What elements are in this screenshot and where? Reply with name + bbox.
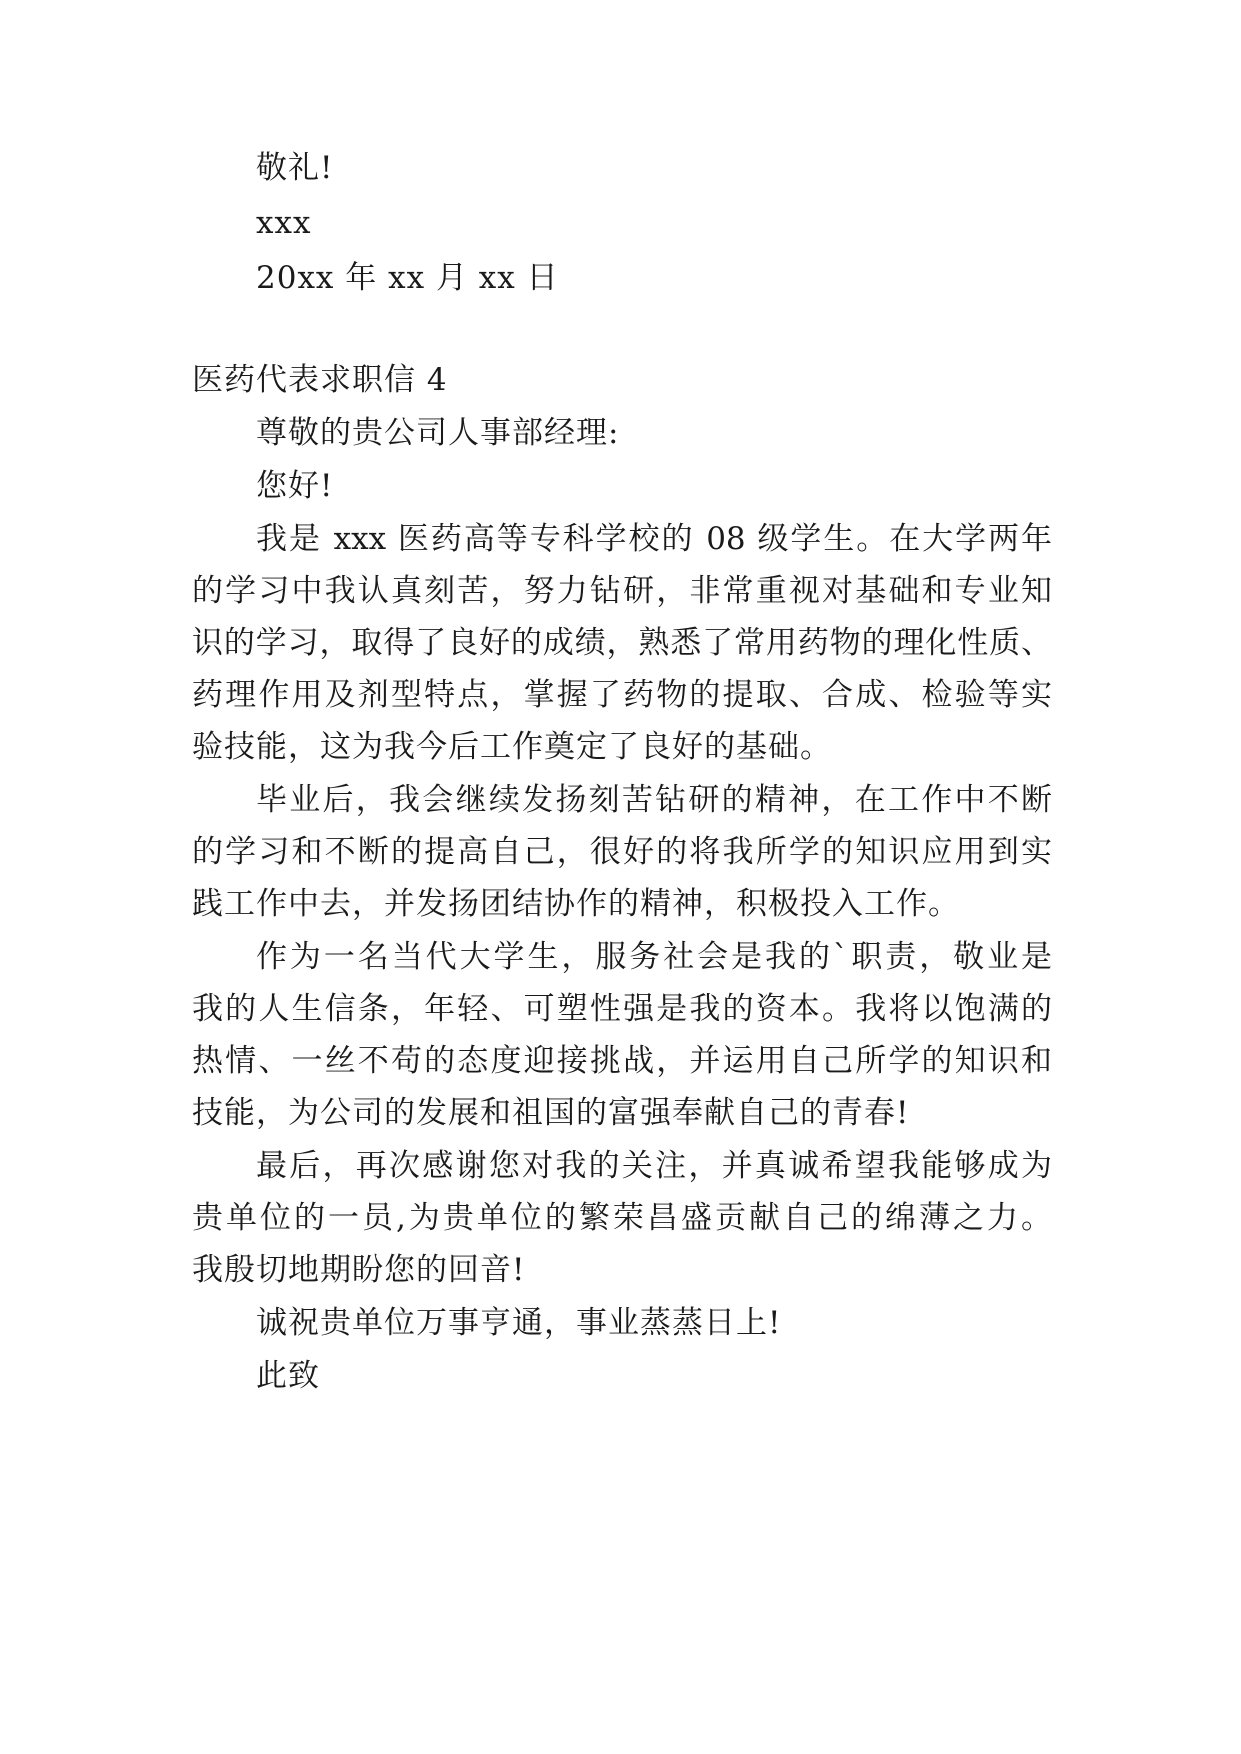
paragraph-3-line-4: 技能，为公司的发展和祖国的富强奉献自己的青春! <box>192 1095 910 1131</box>
paragraph-3-line-3: 热情、一丝不苟的态度迎接挑战，并运用自己所学的知识和 <box>192 1043 1052 1079</box>
paragraph-1-line-3: 识的学习，取得了良好的成绩，熟悉了常用药物的理化性质、 <box>192 625 1052 661</box>
greeting-recipient: 尊敬的贵公司人事部经理: <box>256 415 620 451</box>
wishes-line: 诚祝贵单位万事亨通，事业蒸蒸日上! <box>256 1305 782 1341</box>
paragraph-1-line-5: 验技能，这为我今后工作奠定了良好的基础。 <box>192 729 832 765</box>
paragraph-2-line-1: 毕业后，我会继续发扬刻苦钻研的精神，在工作中不断 <box>256 782 1052 818</box>
paragraph-1-line-2: 的学习中我认真刻苦，努力钻研，非常重视对基础和专业知 <box>192 573 1052 609</box>
paragraph-4-line-1: 最后，再次感谢您对我的关注，并真诚希望我能够成为 <box>256 1148 1052 1184</box>
paragraph-3-line-2: 我的人生信条，年轻、可塑性强是我的资本。我将以饱满的 <box>192 991 1052 1027</box>
section-title: 医药代表求职信 4 <box>192 362 448 398</box>
paragraph-2-line-2: 的学习和不断的提高自己，很好的将我所学的知识应用到实 <box>192 834 1052 870</box>
paragraph-4-line-2: 贵单位的一员,为贵单位的繁荣昌盛贡献自己的绵薄之力。 <box>192 1200 1052 1236</box>
closing-line: 此致 <box>256 1358 320 1394</box>
paragraph-1-line-1: 我是 xxx 医药高等专科学校的 08 级学生。在大学两年 <box>256 521 1052 557</box>
signature-date: 20xx 年 xx 月 xx 日 <box>256 260 559 296</box>
paragraph-4-line-3: 我殷切地期盼您的回音! <box>192 1252 526 1288</box>
signature-name: xxx <box>256 205 312 241</box>
paragraph-1-line-4: 药理作用及剂型特点，掌握了药物的提取、合成、检验等实 <box>192 677 1052 713</box>
greeting-hello: 您好! <box>256 468 334 504</box>
closing-salute: 敬礼! <box>256 150 334 186</box>
paragraph-2-line-3: 践工作中去，并发扬团结协作的精神，积极投入工作。 <box>192 886 960 922</box>
paragraph-3-line-1: 作为一名当代大学生，服务社会是我的`职责，敬业是 <box>256 939 1052 975</box>
